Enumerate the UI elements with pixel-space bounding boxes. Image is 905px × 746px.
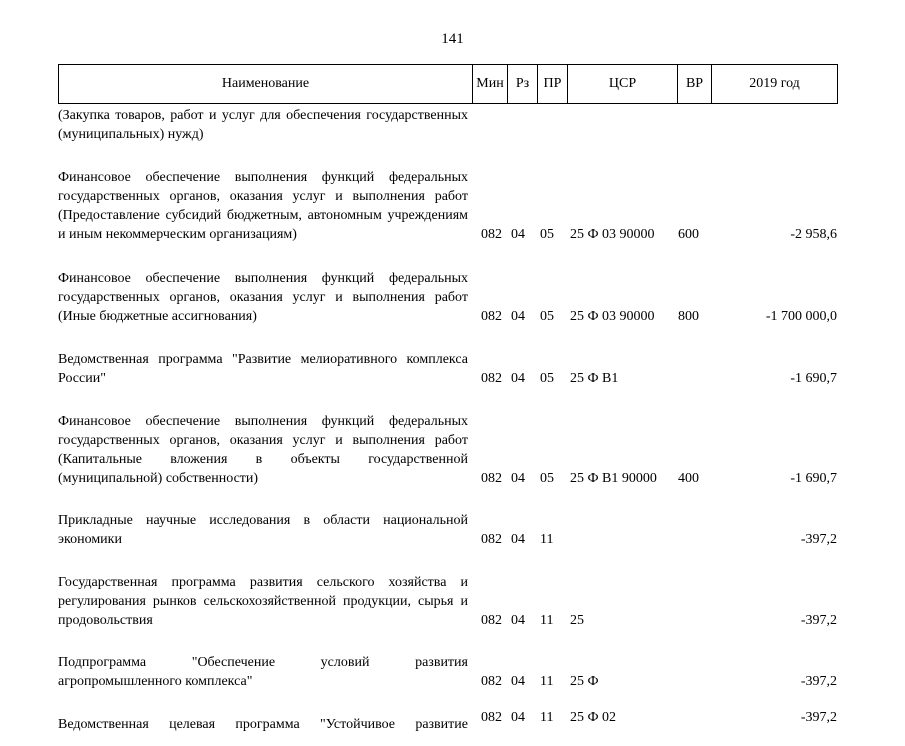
row-name: Финансовое обеспечение выполнения функций федеральных государственных органов, оказания услуг и выполнения работ (Иные бюджетные ассигнования) <box>58 271 468 324</box>
row-csr: 25 Ф В1 <box>570 371 619 386</box>
row-csr: 25 <box>570 613 584 628</box>
row-rz: 04 <box>511 371 525 386</box>
row-name: Прикладные научные исследования в области национальной экономики <box>58 513 468 547</box>
table-row <box>58 350 837 388</box>
header-rz: Рз <box>508 65 538 104</box>
header-vr: ВР <box>678 65 712 104</box>
row-name: Ведомственная программа "Развитие мелиоративного комплекса России" <box>58 352 468 386</box>
row-name: Финансовое обеспечение выполнения функций федеральных государственных органов, оказания услуг и выполнения работ (Предоставление субсидий бюджетным, автономным учреждениям и иным некоммерческим организациям) <box>58 170 468 242</box>
row-min: 082 <box>481 674 502 689</box>
row-pr: 05 <box>540 371 554 386</box>
header-year: 2019 год <box>712 65 838 104</box>
row-value: -1 690,7 <box>790 471 837 486</box>
row-csr: 25 Ф <box>570 674 599 689</box>
row-vr: 400 <box>678 471 699 486</box>
row-csr: 25 Ф 03 90000 <box>570 309 655 324</box>
row-min: 082 <box>481 227 502 242</box>
table-row <box>58 511 837 549</box>
row-pr: 05 <box>540 227 554 242</box>
row-rz: 04 <box>511 227 525 242</box>
row-name: Финансовое обеспечение выполнения функций федеральных государственных органов, оказания услуг и выполнения работ (Капитальные вложения в объекты государственной (муниципальной) собственности) <box>58 414 468 486</box>
row-rz: 04 <box>511 471 525 486</box>
page-number: 141 <box>441 31 464 47</box>
row-rz: 04 <box>511 674 525 689</box>
table-row <box>58 412 837 488</box>
row-pr: 05 <box>540 471 554 486</box>
row-rz: 04 <box>511 532 525 547</box>
row-value: -397,2 <box>800 710 837 725</box>
row-min: 082 <box>481 471 502 486</box>
table-row <box>58 653 837 691</box>
table-row <box>58 269 837 326</box>
table-row <box>58 106 837 144</box>
row-value: -2 958,6 <box>790 227 837 242</box>
row-value: -1 700 000,0 <box>765 309 837 324</box>
row-name: Ведомственная целевая программа "Устойчивое развитие <box>58 717 468 732</box>
row-min: 082 <box>481 532 502 547</box>
row-pr: 11 <box>540 613 554 628</box>
table-row <box>58 708 837 746</box>
row-value: -397,2 <box>800 532 837 547</box>
row-rz: 04 <box>511 613 525 628</box>
header-csr: ЦСР <box>568 65 678 104</box>
row-pr: 11 <box>540 532 554 547</box>
table-row <box>58 168 837 244</box>
row-name: Подпрограмма "Обеспечение условий развития агропромышленного комплекса" <box>58 655 468 689</box>
row-vr: 600 <box>678 227 699 242</box>
row-pr: 05 <box>540 309 554 324</box>
header-pr: ПР <box>538 65 568 104</box>
header-name: Наименование <box>59 65 473 104</box>
row-vr: 800 <box>678 309 699 324</box>
row-min: 082 <box>481 371 502 386</box>
table-body <box>58 106 837 746</box>
table-header <box>58 64 838 104</box>
row-rz: 04 <box>511 710 525 725</box>
header-min: Мин <box>473 65 508 104</box>
row-rz: 04 <box>511 309 525 324</box>
row-min: 082 <box>481 309 502 324</box>
row-value: -1 690,7 <box>790 371 837 386</box>
row-csr: 25 Ф 03 90000 <box>570 227 655 242</box>
row-pr: 11 <box>540 710 554 725</box>
row-csr: 25 Ф 02 <box>570 710 617 725</box>
row-value: -397,2 <box>800 613 837 628</box>
row-min: 082 <box>481 710 502 725</box>
row-csr: 25 Ф В1 90000 <box>570 471 657 486</box>
row-name: (Закупка товаров, работ и услуг для обеспечения государственных (муниципальных) нужд) <box>58 108 468 142</box>
row-value: -397,2 <box>800 674 837 689</box>
row-pr: 11 <box>540 674 554 689</box>
row-name: Государственная программа развития сельского хозяйства и регулирования рынков сельскохозяйственной продукции, сырья и продовольствия <box>58 575 468 628</box>
row-min: 082 <box>481 613 502 628</box>
table-row <box>58 573 837 630</box>
